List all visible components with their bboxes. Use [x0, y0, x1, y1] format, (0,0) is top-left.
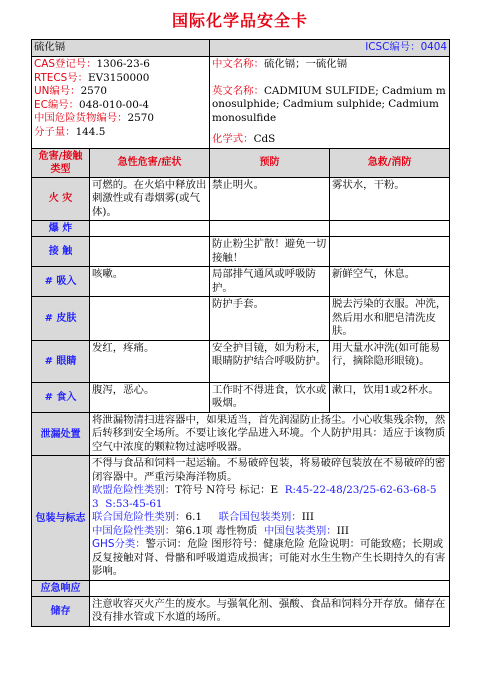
row-type: 爆 炸	[32, 221, 90, 237]
row-prevent: 禁止明火。	[210, 177, 330, 221]
packaging-label: 包装与标志	[32, 456, 90, 581]
cn-class-value: 第6.1项 毒性物质	[175, 524, 258, 537]
card-title: 国际化学品安全卡	[171, 11, 308, 30]
eu-r-phrases: R:45-22-48/23/25-62-63-68-53	[92, 484, 437, 510]
row-type: # 食入	[32, 382, 90, 412]
row-aid	[330, 237, 450, 267]
eu-class-value: T符号 N符号 标记：E	[175, 484, 279, 497]
col-aid: 急救/消防	[330, 148, 450, 177]
storage-row	[32, 596, 450, 626]
col-type: 危害/接触类型	[32, 148, 90, 177]
safety-table	[31, 39, 450, 627]
mw-value: 144.5	[75, 125, 106, 138]
un-value: 2570	[80, 85, 108, 98]
row-type: # 吸入	[32, 267, 90, 297]
chemical-name: 硫化镉	[32, 40, 210, 57]
cas-label: CAS登记号：	[34, 58, 97, 70]
column-header-row	[32, 148, 450, 177]
un-pack-label: 联合国包装类别：	[218, 511, 302, 524]
en-name-value: CADMIUM SULFIDE; Cadmium monosulphide; Cadmium sulphide; Cadmium monosulfide	[212, 84, 446, 124]
col-symptom: 急性危害/症状	[90, 148, 210, 177]
row-symptom: 腹泻，恶心。	[90, 382, 210, 412]
row-symptom: 咳嗽。	[90, 267, 210, 297]
row-aid: 脱去污染的衣服。冲洗，然后用水和肥皂清洗皮肤。	[330, 297, 450, 341]
row-prevent: 防护手套。	[210, 297, 330, 341]
row-symptom: 可燃的。在火焰中释放出刺激性或有毒烟雾(或气体)。	[90, 177, 210, 221]
cn-pack-label: 中国包装类别：	[263, 524, 337, 537]
storage-label: 储存	[32, 596, 90, 626]
packaging-row	[32, 456, 450, 581]
row-symptom	[90, 221, 210, 237]
id-row	[32, 57, 450, 149]
mw-label: 分子量：	[34, 125, 76, 138]
row-explosion	[32, 221, 450, 237]
cn-pack-value: III	[336, 524, 349, 537]
packaging-text: 不得与食品和饲料一起运输。不易破碎包装，将易破碎包装放在不易破碎的密闭容器中。严重污染海洋物质。	[92, 457, 446, 483]
cn-class-label: 中国危险性类别：	[92, 524, 176, 537]
storage-text: 注意收容灭火产生的废水。与强氧化剂、强酸、食品和饲料分开存放。储存在没有排水管或下水道的场所。	[90, 596, 450, 626]
header-row	[32, 40, 450, 57]
cas-value: 1306-23-6	[96, 58, 150, 70]
rtecs-value: EV3150000	[88, 71, 150, 84]
row-type: # 皮肤	[32, 297, 90, 341]
cn-dg-label: 中国危险货物编号：	[34, 112, 128, 125]
packaging-block	[90, 456, 450, 581]
emergency-row	[32, 580, 450, 596]
cn-name-value: 硫化镉；一硫化镉	[263, 58, 348, 70]
row-aid	[330, 221, 450, 237]
row-aid: 漱口，饮用1或2杯水。	[330, 382, 450, 412]
row-skin	[32, 297, 450, 341]
spill-label: 泄漏处置	[32, 412, 90, 456]
rtecs-label: RTECS号：	[34, 71, 89, 84]
emergency-text	[90, 580, 450, 596]
row-prevent: 防止粉尘扩散！避免一切接触！	[210, 237, 330, 267]
row-symptom: 发红，疼痛。	[90, 340, 210, 382]
col-prevent: 预防	[210, 148, 330, 177]
row-prevent: 工作时不得进食，饮水或吸烟。	[210, 382, 330, 412]
id-block	[32, 57, 210, 149]
row-prevent	[210, 221, 330, 237]
un-class-value: 6.1	[185, 511, 203, 524]
row-type: # 眼睛	[32, 340, 90, 382]
emergency-label: 应急响应	[32, 580, 90, 596]
ghs-value: 警示词：危险 图形符号：健康危险 危险说明：可能致癌；长期或反复接触对肾、骨骼和呼吸道造成损害；可能对水生生物产生长期持久的有害影响。	[92, 538, 446, 578]
cn-dg-value: 2570	[127, 112, 154, 125]
names-block	[210, 57, 450, 149]
row-aid: 雾状水，干粉。	[330, 177, 450, 221]
row-ingestion	[32, 382, 450, 412]
row-type: 接 触	[32, 237, 90, 267]
un-pack-value: III	[301, 511, 315, 524]
row-symptom	[90, 237, 210, 267]
row-aid: 新鲜空气，休息。	[330, 267, 450, 297]
ec-label: EC编号：	[34, 98, 79, 111]
ghs-label: GHS分类：	[92, 538, 146, 551]
en-name-label: 英文名称：	[212, 84, 264, 97]
row-eyes	[32, 340, 450, 382]
row-symptom	[90, 297, 210, 341]
row-inhalation	[32, 267, 450, 297]
spill-row	[32, 412, 450, 456]
row-aid: 用大量水冲洗(如可能易行，摘除隐形眼镜)。	[330, 340, 450, 382]
row-type: 火 灾	[32, 177, 90, 221]
icsc-number: ICSC编号：0404	[365, 41, 448, 53]
un-label: UN编号：	[34, 85, 81, 98]
formula-label: 化学式：	[212, 133, 254, 146]
row-contact	[32, 237, 450, 267]
cn-name-label: 中文名称：	[212, 58, 264, 70]
eu-class-label: 欧盟危险性类别：	[92, 484, 176, 497]
formula-value: CdS	[253, 133, 276, 146]
ec-value: 048-010-00-4	[79, 98, 150, 111]
spill-text: 将泄漏物清扫进容器中，如果适当，首先润湿防止扬尘。小心收集残余物，然后转移到安全场所。不要让该化学品进入环境。个人防护用具：适应于该物质空气中浓度的颗粒物过滤呼吸器。	[90, 412, 450, 456]
eu-s-phrases: S:53-45-61	[105, 497, 163, 510]
row-prevent: 安全护目镜，如为粉末，眼睛防护结合呼吸防护。	[210, 340, 330, 382]
row-fire	[32, 177, 450, 221]
row-prevent: 局部排气通风或呼吸防护。	[210, 267, 330, 297]
un-class-label: 联合国危险性类别：	[92, 511, 186, 524]
